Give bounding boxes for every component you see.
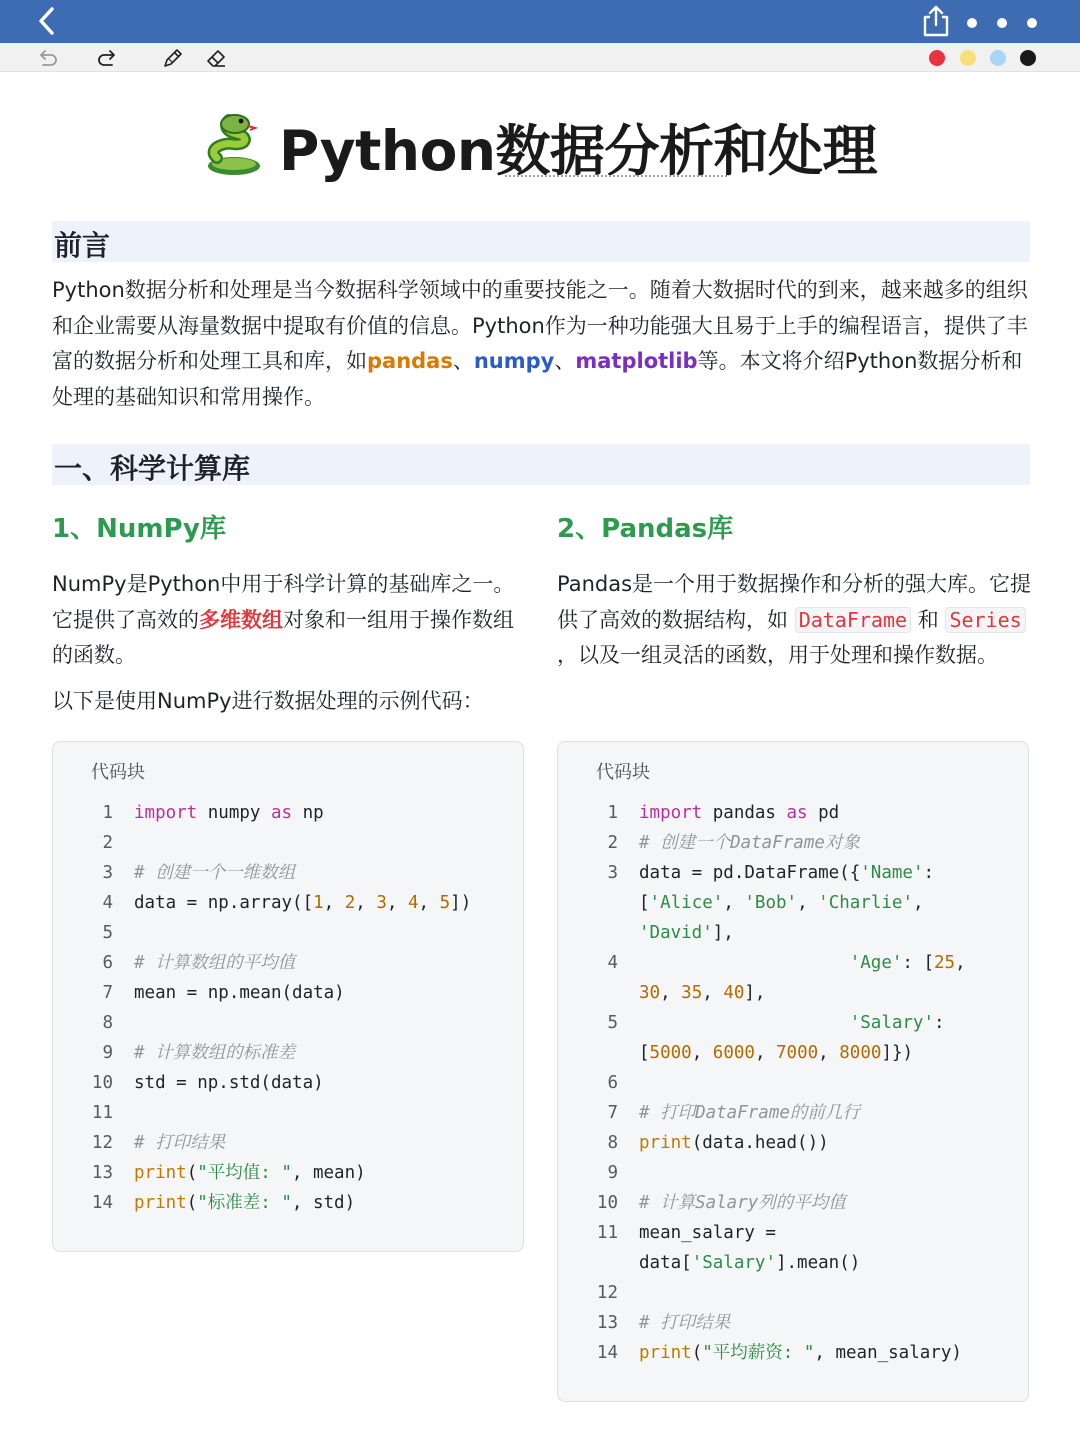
separator: 、 (554, 349, 576, 373)
code-text (113, 828, 134, 858)
line-number: 12 (91, 1133, 113, 1153)
code-token: data = pd.DataFrame({ (639, 863, 861, 883)
line-number: 11 (596, 1223, 618, 1243)
code-line (53, 828, 523, 858)
code-line (53, 1128, 523, 1158)
code-text (113, 1128, 225, 1158)
code-token: pandas (702, 803, 787, 823)
code-token: , (386, 893, 408, 913)
preface-heading-bar (52, 221, 1030, 262)
code-line (53, 918, 523, 948)
line-number: 8 (102, 1013, 113, 1033)
code-token: 6000 (712, 1043, 755, 1063)
code-text (618, 1188, 846, 1218)
preface-text-1: Python数据分析和处理是当今数据科学领域中的重要技能之一。随着大数据时代的到来，越来越多的组织和企业需要从海量数据中提取有价值的信息。Python作为一种功能强大且易于上手的编程语言，提供了丰富的数据分析和处理工具和库，如 (52, 278, 1028, 373)
code-token: # 打印结果 (639, 1313, 731, 1333)
line-number: 6 (102, 953, 113, 973)
code-token: (data.head()) (691, 1133, 829, 1153)
more-dot-icon (967, 18, 977, 28)
code-token: data[ (639, 1253, 692, 1273)
code-token: # 计算数组的标准差 (134, 1043, 296, 1063)
code-token: , (912, 893, 924, 913)
undo-button[interactable] (36, 46, 60, 70)
more-dot-icon (997, 18, 1007, 28)
code-lines (558, 798, 1028, 1368)
code-line (558, 1278, 1028, 1308)
line-number: 2 (102, 833, 113, 853)
code-token: import (134, 803, 198, 823)
back-button[interactable] (30, 4, 64, 38)
code-token: , (955, 953, 966, 973)
code-token: , (797, 893, 819, 913)
code-token: mean = np.mean(data) (134, 983, 345, 1003)
color-swatch-black[interactable] (1020, 50, 1036, 66)
line-number: 3 (607, 863, 618, 883)
code-text (113, 978, 345, 1008)
pandas-text-3: ，以及一组灵活的函数，用于处理和操作数据。 (557, 643, 998, 667)
pen-tool-button[interactable] (161, 46, 185, 70)
code-line (558, 1098, 1028, 1128)
more-dot-icon (1027, 18, 1037, 28)
code-token: ( (186, 1193, 198, 1213)
code-token: "标准差: " (197, 1193, 292, 1213)
code-line (53, 948, 523, 978)
code-token: "平均值: " (197, 1163, 292, 1183)
line-number: 8 (607, 1133, 618, 1153)
code-token: print (134, 1193, 187, 1213)
preface-heading: 前言 (54, 229, 111, 262)
numpy-code-block (52, 741, 524, 1252)
code-line (558, 858, 1028, 948)
share-button[interactable] (920, 4, 952, 38)
preface-text-2: 等。本文将介绍Python数据分析和处理的基础知识和常用操作。 (52, 349, 1023, 409)
keyword-numpy: numpy (473, 349, 555, 373)
line-number: 14 (91, 1193, 113, 1213)
code-text (113, 918, 134, 948)
line-number: 1 (607, 803, 618, 823)
line-number: 14 (596, 1343, 618, 1363)
code-line (558, 1068, 1028, 1098)
pandas-text-2: 和 (917, 607, 939, 632)
color-swatch-red[interactable] (929, 50, 945, 66)
redo-icon (95, 46, 119, 70)
code-token: 'Salary' (691, 1253, 776, 1273)
line-number: 7 (607, 1103, 618, 1123)
code-text (618, 1098, 860, 1128)
section1-heading: 一、科学计算库 (54, 452, 251, 485)
pencil-icon (161, 46, 185, 70)
code-line (558, 1008, 1028, 1068)
code-token: 35 (681, 983, 703, 1003)
code-token: ], (744, 983, 766, 1003)
code-line (558, 948, 1028, 1008)
code-block-label: 代码块 (91, 762, 145, 783)
code-text (618, 1158, 639, 1188)
code-token: ( (186, 1163, 198, 1183)
line-number: 3 (102, 863, 113, 883)
code-token: 5000 (649, 1043, 692, 1063)
code-line (53, 888, 523, 918)
line-number: 4 (102, 893, 113, 913)
code-token: print (639, 1133, 692, 1153)
line-number: 9 (607, 1163, 618, 1183)
code-token: # 创建一个DataFrame对象 (639, 833, 860, 853)
code-token: pd (807, 803, 840, 823)
code-token: 5 (439, 893, 451, 913)
code-token: ], (712, 923, 734, 943)
code-token: , (691, 1043, 713, 1063)
code-token: , (818, 1043, 840, 1063)
code-line (558, 798, 1028, 828)
code-line (53, 798, 523, 828)
numpy-heading: 1、NumPy库 (52, 514, 226, 544)
code-token: [ (639, 893, 650, 913)
code-line (53, 1098, 523, 1128)
code-text (113, 858, 295, 888)
line-number: 9 (102, 1043, 113, 1063)
document-title: Python数据分析和处理 (278, 118, 878, 183)
line-number: 13 (596, 1313, 618, 1333)
code-text (113, 1158, 366, 1188)
pandas-text-1: Pandas是一个用于数据操作和分析的强大库。它提供了高效的数据结构，如 (557, 572, 1032, 632)
undo-icon (36, 46, 60, 70)
code-token: print (134, 1163, 187, 1183)
code-token: 'Salary' (849, 1013, 935, 1033)
code-text (618, 828, 860, 858)
code-token: 1 (313, 893, 324, 913)
line-number: 12 (596, 1283, 618, 1303)
code-text (113, 1098, 134, 1128)
code-line (558, 1218, 1028, 1278)
code-line (558, 1158, 1028, 1188)
code-token: 'Charlie' (818, 893, 913, 913)
keyword-matplotlib: matplotlib (575, 349, 698, 373)
code-token: , (323, 893, 345, 913)
pandas-heading: 2、Pandas库 (557, 514, 734, 544)
code-token: , (723, 893, 745, 913)
color-swatch-yellow[interactable] (960, 50, 976, 66)
line-number: 10 (91, 1073, 113, 1093)
code-token: # 打印结果 (134, 1133, 226, 1153)
inline-code-dataframe: DataFrame (795, 607, 911, 633)
code-token: , (355, 893, 377, 913)
code-line (53, 1038, 523, 1068)
code-token: std = np.std(data) (134, 1073, 324, 1093)
line-number: 2 (607, 833, 618, 853)
code-token (639, 953, 850, 973)
code-token: 40 (723, 983, 745, 1003)
inline-code-series: Series (945, 607, 1025, 633)
code-block-label: 代码块 (596, 762, 650, 783)
code-token: as (786, 803, 808, 823)
preface-paragraph (52, 273, 1032, 415)
top-nav-bar (0, 0, 1080, 43)
code-text (113, 948, 295, 978)
title-underline (505, 175, 727, 177)
code-text (618, 1128, 829, 1158)
code-line (558, 1308, 1028, 1338)
numpy-text-1: NumPy是Python中用于科学计算的基础库之一。它提供了高效的 (52, 572, 515, 632)
code-token: import (639, 803, 703, 823)
numpy-intro: 以下是使用NumPy进行数据处理的示例代码： (52, 689, 484, 713)
keyword-ndarray: 多维数组 (199, 607, 283, 632)
section1-heading-bar (52, 444, 1030, 485)
drawing-toolbar (0, 43, 1080, 72)
code-line (53, 1008, 523, 1038)
code-text (618, 1338, 962, 1368)
code-line (558, 1188, 1028, 1218)
line-number: 5 (102, 923, 113, 943)
code-token: # 计算Salary列的平均值 (639, 1193, 846, 1213)
line-number: 5 (607, 1013, 618, 1033)
code-token: ( (691, 1343, 703, 1363)
code-token: ].mean() (775, 1253, 861, 1273)
code-text (618, 858, 934, 948)
code-line (53, 858, 523, 888)
snake-emoji-icon (203, 114, 265, 178)
line-number: 11 (91, 1103, 113, 1123)
code-line (558, 1338, 1028, 1368)
code-text (618, 1308, 730, 1338)
code-token: 25 (934, 953, 956, 973)
code-token: , (660, 983, 682, 1003)
code-text (113, 1008, 134, 1038)
code-token: 2 (344, 893, 356, 913)
code-token: # 计算数组的平均值 (134, 953, 296, 973)
code-text (618, 1278, 639, 1308)
keyword-pandas: pandas (367, 349, 453, 373)
code-token: , mean) (291, 1163, 366, 1183)
code-token: data = np.array([ (134, 893, 314, 913)
code-token: 8000 (839, 1043, 882, 1063)
code-line (558, 1128, 1028, 1158)
separator: 、 (452, 349, 474, 373)
code-token: 'Age' (849, 953, 903, 973)
code-token: numpy (197, 803, 271, 823)
code-text (618, 1218, 860, 1278)
code-text (113, 1068, 324, 1098)
code-text (618, 948, 966, 1008)
code-token: # 打印DataFrame的前几行 (639, 1103, 860, 1123)
code-token (639, 1013, 850, 1033)
line-number: 10 (596, 1193, 618, 1213)
line-number: 1 (102, 803, 113, 823)
code-text (618, 798, 839, 828)
code-token: 'David' (639, 923, 713, 943)
code-line (558, 828, 1028, 858)
code-token: 4 (408, 893, 419, 913)
code-token: : (934, 1013, 945, 1033)
numpy-text-2: 对象和一组用于操作数组的函数。 (52, 607, 514, 667)
more-options-button[interactable] (963, 12, 1045, 32)
code-text (618, 1008, 945, 1068)
code-token: np (292, 803, 324, 823)
code-token: 7000 (776, 1043, 819, 1063)
code-token: # 创建一个一维数组 (134, 863, 296, 883)
code-token: , std) (291, 1193, 356, 1213)
code-token: mean_salary = (639, 1223, 776, 1243)
code-token: as (270, 803, 293, 823)
code-token: : [ (902, 953, 935, 973)
eraser-tool-button[interactable] (205, 46, 229, 70)
code-token: , (754, 1043, 777, 1063)
code-lines (53, 798, 523, 1218)
code-text (113, 1188, 355, 1218)
code-text (113, 1038, 295, 1068)
code-line (53, 978, 523, 1008)
line-number: 6 (607, 1073, 618, 1093)
code-token: ]) (450, 893, 472, 913)
numpy-description (52, 567, 520, 674)
line-number: 13 (91, 1163, 113, 1183)
code-token: 'Alice' (649, 893, 724, 913)
code-line (53, 1068, 523, 1098)
pandas-description (557, 567, 1032, 674)
code-text (113, 888, 471, 918)
pandas-code-block (557, 741, 1029, 1402)
code-line (53, 1188, 523, 1218)
code-token: 30 (639, 983, 661, 1003)
color-swatch-blue[interactable] (990, 50, 1006, 66)
code-token: ]}) (881, 1043, 914, 1063)
code-line (53, 1158, 523, 1188)
code-token: "平均薪资: " (702, 1343, 815, 1363)
code-token: , (702, 983, 724, 1003)
chevron-left-icon (30, 4, 64, 38)
code-token: : (923, 863, 935, 883)
code-token: , mean_salary) (814, 1343, 962, 1363)
code-token: 'Bob' (744, 893, 798, 913)
code-token: print (639, 1343, 692, 1363)
redo-button[interactable] (95, 46, 119, 70)
eraser-icon (205, 46, 229, 70)
code-text (113, 798, 324, 828)
code-token: [ (639, 1043, 650, 1063)
line-number: 7 (102, 983, 113, 1003)
code-token: 3 (376, 893, 387, 913)
code-token: , (418, 893, 440, 913)
code-text (618, 1068, 639, 1098)
code-token: 'Name' (860, 863, 924, 883)
line-number: 4 (607, 953, 618, 973)
share-icon (920, 4, 952, 38)
